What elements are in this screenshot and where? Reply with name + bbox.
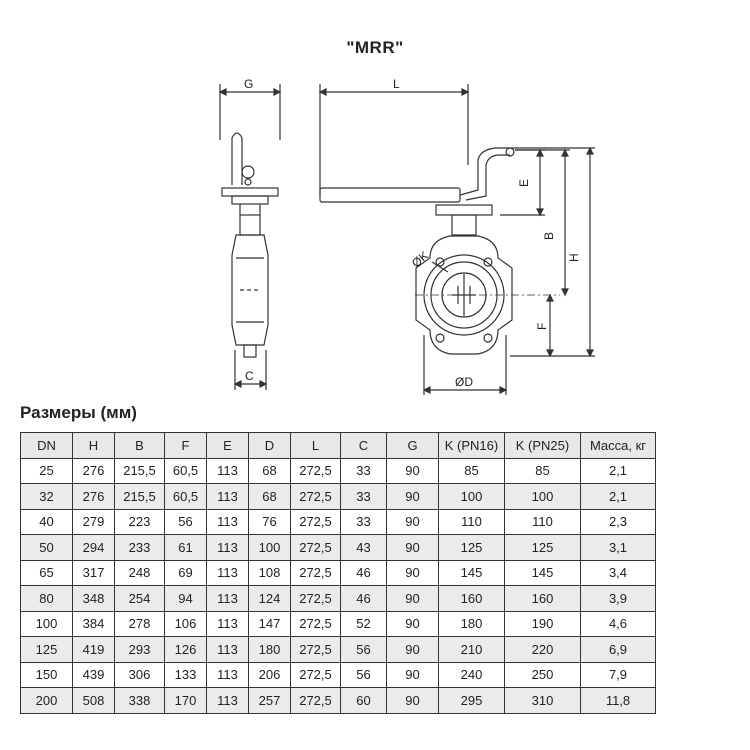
- drawing-title: "MRR": [346, 38, 404, 57]
- table-row: [21, 662, 656, 688]
- dim-label-f: F: [535, 322, 549, 330]
- table-cell: 419: [73, 637, 115, 663]
- table-cell: 170: [165, 688, 207, 714]
- table-cell: 2,1: [581, 458, 656, 484]
- table-cell: 150: [21, 662, 73, 688]
- table-cell: 384: [73, 611, 115, 637]
- table-cell: 46: [341, 560, 387, 586]
- table-cell: 60,5: [165, 458, 207, 484]
- dim-label-b: B: [542, 231, 556, 240]
- table-cell: 90: [387, 637, 439, 663]
- table-cell: 113: [207, 458, 249, 484]
- table-cell: 257: [249, 688, 291, 714]
- table-cell: 338: [115, 688, 165, 714]
- table-row: [21, 484, 656, 510]
- table-cell: 90: [387, 509, 439, 535]
- table-cell: 108: [249, 560, 291, 586]
- table-cell: 272,5: [291, 637, 341, 663]
- table-cell: 90: [387, 662, 439, 688]
- table-cell: 90: [387, 484, 439, 510]
- table-cell: 43: [341, 535, 387, 561]
- table-cell: 215,5: [115, 458, 165, 484]
- table-cell: 272,5: [291, 662, 341, 688]
- table-cell: 40: [21, 509, 73, 535]
- dim-label-k: ØK: [408, 248, 432, 271]
- table-cell: 295: [439, 688, 505, 714]
- table-cell: 272,5: [291, 560, 341, 586]
- table-cell: 25: [21, 458, 73, 484]
- table-cell: 125: [505, 535, 581, 561]
- table-cell: 6,9: [581, 637, 656, 663]
- table-cell: 7,9: [581, 662, 656, 688]
- table-cell: 133: [165, 662, 207, 688]
- table-cell: 56: [341, 662, 387, 688]
- dim-label-h: H: [567, 253, 581, 262]
- table-cell: 68: [249, 484, 291, 510]
- table-cell: 76: [249, 509, 291, 535]
- table-cell: 180: [249, 637, 291, 663]
- table-cell: 50: [21, 535, 73, 561]
- dim-label-e: E: [517, 178, 531, 187]
- table-cell: 272,5: [291, 688, 341, 714]
- table-cell: 90: [387, 688, 439, 714]
- table-cell: 233: [115, 535, 165, 561]
- table-row: [21, 560, 656, 586]
- table-header-cell: G: [387, 433, 439, 459]
- table-header-cell: H: [73, 433, 115, 459]
- table-cell: 306: [115, 662, 165, 688]
- table-cell: 250: [505, 662, 581, 688]
- table-cell: 310: [505, 688, 581, 714]
- table-cell: 56: [341, 637, 387, 663]
- table-header-cell: F: [165, 433, 207, 459]
- table-cell: 125: [439, 535, 505, 561]
- table-cell: 200: [21, 688, 73, 714]
- table-cell: 33: [341, 484, 387, 510]
- table-cell: 278: [115, 611, 165, 637]
- table-cell: 113: [207, 662, 249, 688]
- table-cell: 126: [165, 637, 207, 663]
- dimensions-table: [20, 432, 656, 714]
- table-cell: 113: [207, 509, 249, 535]
- table-cell: 52: [341, 611, 387, 637]
- table-cell: 145: [505, 560, 581, 586]
- table-cell: 160: [505, 586, 581, 612]
- table-cell: 508: [73, 688, 115, 714]
- table-cell: 68: [249, 458, 291, 484]
- table-cell: 61: [165, 535, 207, 561]
- table-cell: 60,5: [165, 484, 207, 510]
- table-header-cell: Масса, кг: [581, 433, 656, 459]
- table-cell: 113: [207, 611, 249, 637]
- table-cell: 113: [207, 637, 249, 663]
- table-row: [21, 586, 656, 612]
- table-cell: 272,5: [291, 611, 341, 637]
- table-cell: 65: [21, 560, 73, 586]
- table-row: [21, 535, 656, 561]
- table-cell: 125: [21, 637, 73, 663]
- table-header-cell: D: [249, 433, 291, 459]
- table-cell: 85: [439, 458, 505, 484]
- table-cell: 240: [439, 662, 505, 688]
- table-cell: 60: [341, 688, 387, 714]
- table-cell: 3,4: [581, 560, 656, 586]
- dim-label-d: ØD: [455, 375, 473, 389]
- table-cell: 90: [387, 535, 439, 561]
- table-cell: 180: [439, 611, 505, 637]
- table-row: [21, 688, 656, 714]
- table-cell: 69: [165, 560, 207, 586]
- table-header-cell: B: [115, 433, 165, 459]
- table-header-cell: E: [207, 433, 249, 459]
- table-cell: 85: [505, 458, 581, 484]
- table-cell: 90: [387, 560, 439, 586]
- table-cell: 145: [439, 560, 505, 586]
- table-cell: 272,5: [291, 586, 341, 612]
- table-cell: 3,9: [581, 586, 656, 612]
- table-row: [21, 458, 656, 484]
- table-cell: 348: [73, 586, 115, 612]
- table-cell: 33: [341, 509, 387, 535]
- table-header-row: [21, 433, 656, 459]
- table-header-cell: K (PN16): [439, 433, 505, 459]
- table-cell: 94: [165, 586, 207, 612]
- table-cell: 90: [387, 458, 439, 484]
- table-cell: 3,1: [581, 535, 656, 561]
- dim-label-g: G: [244, 77, 254, 91]
- table-cell: 147: [249, 611, 291, 637]
- table-cell: 100: [439, 484, 505, 510]
- table-row: [21, 637, 656, 663]
- table-cell: 32: [21, 484, 73, 510]
- table-cell: 254: [115, 586, 165, 612]
- table-cell: 113: [207, 586, 249, 612]
- table-cell: 100: [505, 484, 581, 510]
- side-view: [220, 84, 280, 390]
- table-cell: 100: [249, 535, 291, 561]
- dim-label-c: C: [245, 369, 254, 383]
- table-cell: 190: [505, 611, 581, 637]
- table-cell: 80: [21, 586, 73, 612]
- table-cell: 276: [73, 484, 115, 510]
- table-cell: 272,5: [291, 484, 341, 510]
- table-cell: 56: [165, 509, 207, 535]
- table-cell: 110: [439, 509, 505, 535]
- table-cell: 294: [73, 535, 115, 561]
- table-cell: 2,1: [581, 484, 656, 510]
- table-cell: 124: [249, 586, 291, 612]
- table-cell: 272,5: [291, 535, 341, 561]
- table-cell: 220: [505, 637, 581, 663]
- table-cell: 90: [387, 586, 439, 612]
- table-cell: 439: [73, 662, 115, 688]
- dim-label-l: L: [393, 77, 400, 91]
- table-cell: 106: [165, 611, 207, 637]
- table-cell: 272,5: [291, 509, 341, 535]
- table-cell: 113: [207, 560, 249, 586]
- table-cell: 11,8: [581, 688, 656, 714]
- table-cell: 215,5: [115, 484, 165, 510]
- table-header-cell: C: [341, 433, 387, 459]
- table-cell: 206: [249, 662, 291, 688]
- table-cell: 110: [505, 509, 581, 535]
- table-cell: 33: [341, 458, 387, 484]
- table-body: [21, 458, 656, 713]
- table-cell: 210: [439, 637, 505, 663]
- table-row: [21, 611, 656, 637]
- table-header-cell: DN: [21, 433, 73, 459]
- table-cell: 272,5: [291, 458, 341, 484]
- table-cell: 276: [73, 458, 115, 484]
- table-cell: 279: [73, 509, 115, 535]
- table-cell: 2,3: [581, 509, 656, 535]
- table-cell: 4,6: [581, 611, 656, 637]
- table-cell: 113: [207, 535, 249, 561]
- table-cell: 100: [21, 611, 73, 637]
- table-cell: 293: [115, 637, 165, 663]
- table-cell: 113: [207, 688, 249, 714]
- table-cell: 248: [115, 560, 165, 586]
- table-header-cell: L: [291, 433, 341, 459]
- table-cell: 223: [115, 509, 165, 535]
- table-cell: 317: [73, 560, 115, 586]
- table-cell: 113: [207, 484, 249, 510]
- table-header-cell: K (PN25): [505, 433, 581, 459]
- table-cell: 90: [387, 611, 439, 637]
- table-cell: 46: [341, 586, 387, 612]
- section-title: Размеры (мм): [20, 403, 137, 422]
- table-row: [21, 509, 656, 535]
- table-cell: 160: [439, 586, 505, 612]
